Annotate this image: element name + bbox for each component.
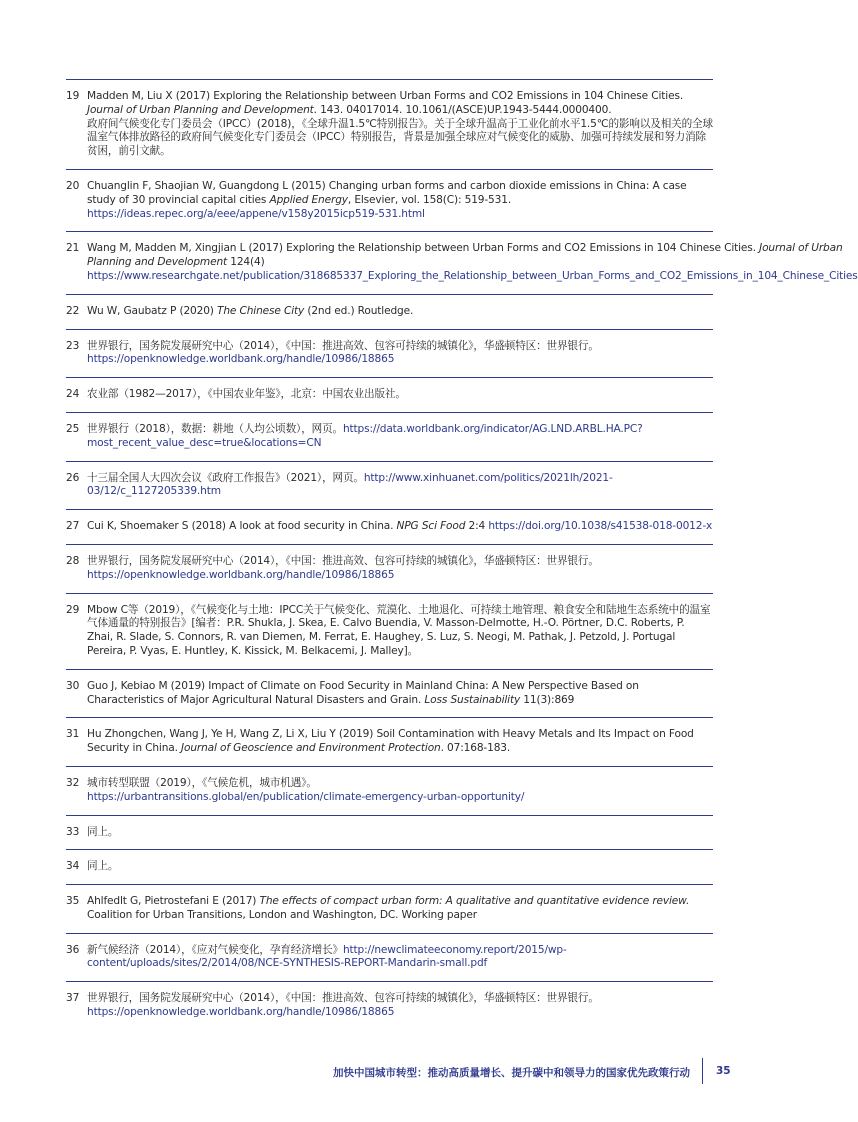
reference-number: 25 (66, 422, 80, 435)
reference-link[interactable]: https://openknowledge.worldbank.org/handle/10986/18865 (87, 353, 395, 366)
reference-segment: Chuanglin F, Shaojian W, Guangdong L (2015) Changing urban forms and carbon dioxide emissions in China: A case study of 30 provincial capital cities (87, 179, 687, 206)
reference-item (66, 981, 713, 1030)
reference-text (87, 340, 713, 368)
reference-list (66, 79, 858, 1030)
reference-number: 20 (66, 179, 80, 192)
reference-italic-title: Applied Energy (269, 193, 348, 206)
reference-segment: . 143. 04017014. 10.1061/(ASCE)UP.1943-5444.0000400. (313, 103, 612, 116)
reference-item (66, 849, 713, 884)
page-footer (0, 1058, 793, 1086)
reference-italic-title: Loss Sustainability (424, 693, 521, 706)
reference-text (87, 388, 713, 402)
reference-number: 32 (66, 776, 80, 789)
reference-item (66, 544, 713, 593)
reference-segment: Ahlfedlt G, Pietrostefani E (2017) (87, 895, 260, 908)
reference-item (66, 329, 713, 378)
reference-link[interactable]: https://urbantransitions.global/en/publication/climate-emergency-urban-opportunity/ (87, 790, 525, 803)
reference-item (66, 766, 713, 815)
reference-segment: 2:4 (465, 520, 489, 533)
reference-text (87, 520, 713, 534)
reference-text (87, 472, 713, 500)
reference-segment: (2nd ed.) Routledge. (304, 304, 414, 317)
reference-number: 29 (66, 603, 80, 616)
reference-segment: 124(4) (227, 256, 265, 269)
reference-text (87, 90, 713, 159)
reference-segment: 同上。 (87, 825, 119, 838)
reference-segment: . 07:168-183. (440, 742, 511, 755)
reference-segment: Guo J, Kebiao M (2019) Impact of Climate on Food Security in Mainland China: A New Perspective Based on Characteristics of Major Agricultural Natural Disasters and Grain. (87, 679, 639, 706)
reference-number: 34 (66, 860, 80, 873)
reference-item (66, 815, 713, 850)
reference-text (87, 242, 858, 283)
reference-link[interactable]: https://data.worldbank.org/indicator/AG.LND.ARBL.HA.PC?most_recent_value_desc=true&locations=CN (87, 422, 643, 449)
reference-segment: Madden M, Liu X (2017) Exploring the Relationship between Urban Forms and CO2 Emissions in 104 Chinese Cities. (87, 90, 684, 102)
reference-item (66, 884, 713, 933)
reference-text (87, 680, 713, 708)
reference-text (87, 860, 713, 874)
reference-segment: 同上。 (87, 860, 119, 873)
footer-divider (702, 1058, 703, 1084)
reference-text (87, 305, 713, 319)
reference-number: 37 (66, 992, 80, 1005)
reference-number: 28 (66, 554, 80, 567)
reference-item (66, 412, 713, 461)
reference-number: 24 (66, 388, 80, 401)
reference-number: 35 (66, 895, 80, 908)
reference-text (87, 895, 713, 923)
reference-text (87, 180, 713, 221)
reference-item (66, 461, 713, 510)
reference-item (66, 669, 713, 718)
reference-number: 26 (66, 471, 80, 484)
reference-link[interactable]: http://newclimateeconomy.report/2015/wp-content/uploads/sites/2/2014/08/NCE-SYNTHESIS-REPORT-Mandarin-small.pdf (87, 943, 567, 970)
reference-italic-title: The effects of compact urban form: A qualitative and quantitative evidence review. (259, 895, 690, 908)
reference-italic-title: Journal of Geoscience and Environment Protection (181, 742, 441, 755)
reference-italic-title: Journal of Urban Planning and Development (87, 103, 314, 116)
reference-item (66, 79, 713, 169)
reference-segment: Hu Zhongchen, Wang J, Ye H, Wang Z, Li X, Liu Y (2019) Soil Contamination with Heavy Metals and Its Impact on Food Security in China. (87, 728, 694, 755)
reference-number: 19 (66, 90, 80, 102)
reference-segment: 世界银行，国务院发展研究中心（2014），《中国：推进高效、包容可持续的城镇化》，华盛顿特区：世界银行。 (87, 992, 599, 1005)
reference-italic-title: The Chinese City (217, 304, 305, 317)
reference-text (87, 728, 713, 756)
reference-text (87, 992, 713, 1020)
reference-item (66, 593, 713, 669)
reference-text (87, 944, 713, 972)
reference-number: 30 (66, 679, 80, 692)
reference-segment: 十三届全国人大四次会议《政府工作报告》（2021），网页。 (87, 471, 364, 484)
reference-number: 23 (66, 339, 80, 352)
reference-link[interactable]: https://www.researchgate.net/publication/318685337_Exploring_the_Relationship_between_Urban_Forms_and_CO2_Emissions_in_104_Chinese_Cities (87, 269, 858, 282)
reference-number: 27 (66, 520, 80, 533)
reference-segment: 世界银行（2018），数据：耕地（人均公顷数），网页。 (87, 422, 343, 435)
reference-link[interactable]: https://openknowledge.worldbank.org/handle/10986/18865 (87, 568, 395, 581)
reference-link[interactable]: http://www.xinhuanet.com/politics/2021lh/2021-03/12/c_1127205339.htm (87, 471, 613, 498)
reference-item (66, 717, 713, 766)
reference-italic-title: NPG Sci Food (396, 520, 466, 533)
reference-number: 22 (66, 304, 80, 317)
page-number: 35 (716, 1065, 731, 1077)
reference-segment: 新气候经济（2014），《应对气候变化，孕育经济增长》 (87, 943, 343, 956)
reference-text (87, 423, 713, 451)
reference-italic-title: Journal of Urban Planning and Development (87, 242, 843, 269)
reference-segment: Mbow C等（2019），《气候变化与土地：IPCC关于气候变化、荒漠化、土地退化、可持续土地管理、粮食安全和陆地生态系统中的温室气体通量的特别报告》[编者：P.R. Shukla, J. Skea, E. Calvo Buendia, V. Masson-Delmotte, H.-O. Pörtner, D.C. Roberts, P. Zhai, R. Slade, S. Connors, R. van Diemen, M. Ferrat, E. Haughey, S. Luz, S. Neogi, M. Pathak, J. Petzold, J. Portugal Pereira, P. Vyas, E. Huntley, K. Kissick, M. Belkacemi, J. Malley]。 (87, 603, 711, 657)
reference-text (87, 604, 713, 659)
reference-item (66, 169, 713, 231)
reference-text (87, 555, 713, 583)
reference-segment: Wu W, Gaubatz P (2020) (87, 304, 218, 317)
reference-segment: Wang M, Madden M, Xingjian L (2017) Exploring the Relationship between Urban Forms and CO2 Emissions in 104 Chinese Cities. (87, 242, 760, 255)
reference-segment: 世界银行，国务院发展研究中心（2014），《中国：推进高效、包容可持续的城镇化》，华盛顿特区：世界银行。 (87, 339, 599, 352)
reference-segment: 世界银行，国务院发展研究中心（2014），《中国：推进高效、包容可持续的城镇化》，华盛顿特区：世界银行。 (87, 554, 599, 567)
reference-number: 21 (66, 242, 80, 255)
reference-text (87, 777, 713, 805)
reference-number: 36 (66, 943, 80, 956)
reference-item (66, 933, 713, 982)
footer-title: 加快中国城市转型：推动高质量增长、提升碳中和领导力的国家优先政策行动 (333, 1067, 690, 1079)
reference-link[interactable]: https://doi.org/10.1038/s41538-018-0012-x (488, 520, 713, 533)
reference-item (66, 509, 713, 544)
reference-segment: , Elsevier, vol. 158(C): 519-531. (347, 193, 512, 206)
reference-number: 33 (66, 825, 80, 838)
reference-link[interactable]: https://ideas.repec.org/a/eee/appene/v158y2015icp519-531.html (87, 207, 425, 220)
reference-item (66, 294, 713, 329)
reference-item (66, 231, 858, 293)
reference-segment: 农业部（1982—2017），《中国农业年鉴》，北京：中国农业出版社。 (87, 388, 406, 401)
reference-segment: 11(3):869 (520, 693, 575, 706)
reference-segment: Cui K, Shoemaker S (2018) A look at food security in China. (87, 520, 397, 533)
reference-number: 31 (66, 728, 80, 741)
reference-text (87, 826, 713, 840)
reference-link[interactable]: https://openknowledge.worldbank.org/handle/10986/18865 (87, 1006, 395, 1019)
reference-segment: Coalition for Urban Transitions, London and Washington, DC. Working paper (87, 908, 477, 921)
reference-item (66, 377, 713, 412)
reference-segment: 政府间气候变化专门委员会（IPCC）(2018)，《全球升温1.5℃特别报告》。关于全球升温高于工业化前水平1.5℃的影响以及相关的全球温室气体排放路径的政府间气候变化专门委员会（IPCC）特别报告，背景是加强全球应对气候变化的威胁、加强可持续发展和努力消除贫困，前引文献。 (87, 117, 713, 158)
reference-segment: 城市转型联盟（2019），《气候危机，城市机遇》。 (87, 776, 317, 789)
